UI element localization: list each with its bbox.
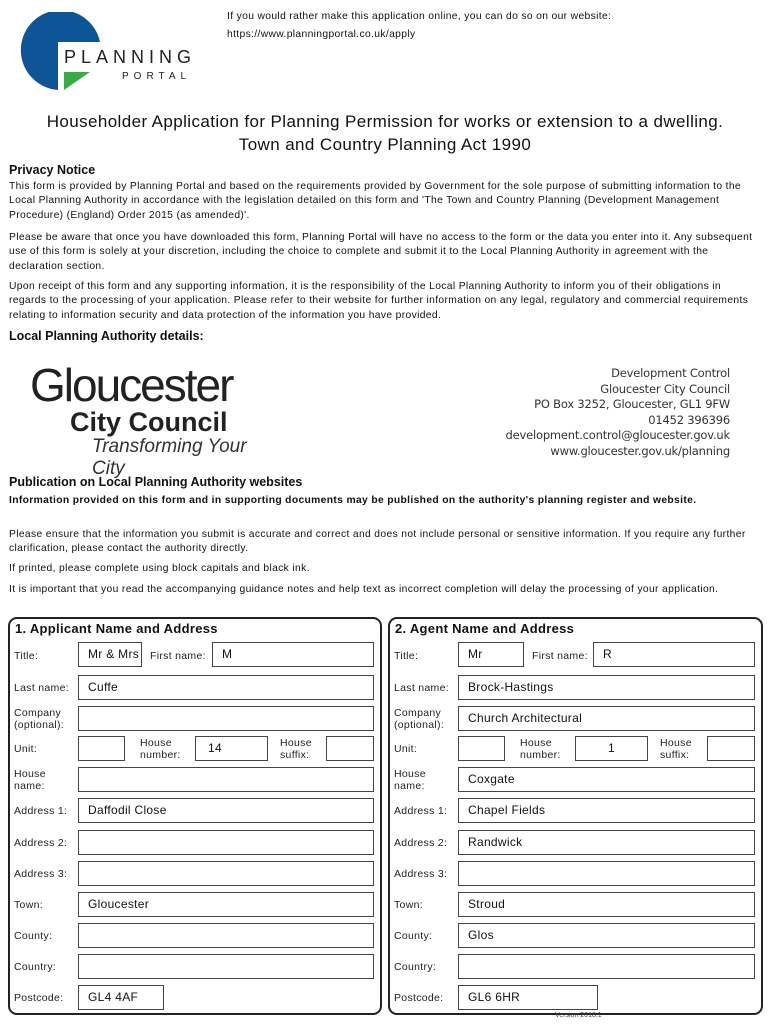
last-name-label: Last name: — [14, 682, 69, 694]
house-name-label: House name: — [394, 768, 426, 792]
agent-heading: 2. Agent Name and Address — [395, 621, 575, 636]
logo-gloucester: Gloucester — [30, 359, 233, 411]
applicant-county-field[interactable] — [78, 923, 374, 948]
contact-line: www.gloucester.gov.uk/planning — [550, 443, 730, 458]
postcode-label: Postcode: — [394, 992, 444, 1004]
agent-address2-field[interactable]: Randwick — [458, 830, 755, 855]
house-suffix-label: House suffix: — [660, 737, 692, 761]
contact-line: Gloucester City Council — [600, 381, 730, 396]
logo-tagline: Transforming Your City — [92, 436, 247, 479]
address1-label: Address 1: — [394, 805, 448, 817]
last-name-label: Last name: — [394, 682, 449, 694]
address3-label: Address 3: — [394, 868, 448, 880]
company-label: Company (optional): — [394, 707, 444, 731]
logo-text-portal: PORTAL — [122, 71, 192, 82]
publication-p2: If printed, please complete using block capitals and black ink. — [9, 563, 310, 574]
publication-heading: Publication on Local Planning Authority websites — [9, 475, 303, 489]
unit-label: Unit: — [14, 743, 38, 755]
county-label: County: — [14, 930, 53, 942]
agent-panel — [388, 617, 763, 1015]
contact-line: Development Control — [611, 366, 730, 380]
address2-label: Address 2: — [14, 837, 68, 849]
agent-house-number-field[interactable]: 1 — [575, 736, 648, 761]
town-label: Town: — [14, 899, 43, 911]
agent-first-name-field[interactable]: R — [593, 642, 755, 667]
applicant-first-name-field[interactable]: M — [212, 642, 374, 667]
applicant-country-field[interactable] — [78, 954, 374, 979]
privacy-p2: Please be aware that once you have downloaded this form, Planning Portal will have no access to the form or the data you enter into it. Any subsequent use of this form is solely at your discretion, including the choice to complete and submit it to the Local Planning Authority in agreement with the declaration section. — [9, 232, 753, 272]
applicant-house-number-field[interactable]: 14 — [195, 736, 268, 761]
agent-company-field[interactable]: Church Architectural — [458, 706, 755, 731]
contact-line: PO Box 3252, Gloucester, GL1 9FW — [534, 397, 730, 411]
applicant-unit-field[interactable] — [78, 736, 125, 761]
logo-city-council: City Council — [70, 407, 228, 437]
agent-postcode-field[interactable]: GL6 6HR — [458, 985, 598, 1010]
applicant-postcode-field[interactable]: GL4 4AF — [78, 985, 164, 1010]
house-number-label: House number: — [140, 737, 181, 761]
house-suffix-label: House suffix: — [280, 737, 312, 761]
gloucester-city-council-logo — [30, 359, 275, 479]
applicant-company-field[interactable] — [78, 706, 374, 731]
applicant-town-field[interactable]: Gloucester — [78, 892, 374, 917]
first-name-label: First name: — [150, 650, 206, 662]
applicant-address1-field[interactable]: Daffodil Close — [78, 798, 374, 823]
contact-line: development.control@gloucester.gov.uk — [505, 428, 730, 442]
applicant-title-field[interactable]: Mr & Mrs — [78, 642, 142, 667]
applicant-house-suffix-field[interactable] — [326, 736, 374, 761]
agent-county-field[interactable]: Glos — [458, 923, 755, 948]
house-name-label: House name: — [14, 768, 46, 792]
applicant-address2-field[interactable] — [78, 830, 374, 855]
unit-label: Unit: — [394, 743, 418, 755]
agent-house-suffix-field[interactable] — [707, 736, 755, 761]
publication-p1: Please ensure that the information you submit is accurate and correct and does not include personal or sensitive information. If you require any further clarification, please contact the authority directly. — [9, 529, 746, 555]
applicant-heading: 1. Applicant Name and Address — [15, 621, 218, 636]
contact-line: 01452 396396 — [648, 412, 730, 427]
address3-label: Address 3: — [14, 868, 68, 880]
address2-label: Address 2: — [394, 837, 448, 849]
agent-unit-field[interactable] — [458, 736, 505, 761]
privacy-p1: This form is provided by Planning Portal and based on the requirements provided by Government for the sole purpose of submitting information to the Local Planning Authority in accordance with the legislation detailed on this form and 'The Town and Country Planning (Development Management Procedure) (England) Order 2015 (as amended)'. — [9, 181, 741, 221]
agent-address1-field[interactable]: Chapel Fields — [458, 798, 755, 823]
form-title: Householder Application for Planning Permission for works or extension to a dwelling. — [46, 112, 724, 131]
privacy-heading: Privacy Notice — [9, 163, 96, 177]
planning-portal-logo — [8, 12, 198, 92]
country-label: Country: — [14, 961, 57, 973]
agent-last-name-field[interactable]: Brock-Hastings — [458, 675, 755, 700]
agent-address3-field[interactable] — [458, 861, 755, 886]
postcode-label: Postcode: — [14, 992, 64, 1004]
form-subtitle: Town and Country Planning Act 1990 — [238, 135, 532, 154]
publication-p3: It is important that you read the accompanying guidance notes and help text as incorrect completion will delay the processing of your application. — [9, 584, 719, 595]
county-label: County: — [394, 930, 433, 942]
address1-label: Address 1: — [14, 805, 68, 817]
agent-town-field[interactable]: Stroud — [458, 892, 755, 917]
country-label: Country: — [394, 961, 437, 973]
version-label: Version 2018.1 — [555, 1012, 602, 1019]
applicant-address3-field[interactable] — [78, 861, 374, 886]
agent-country-field[interactable] — [458, 954, 755, 979]
agent-house-name-field[interactable]: Coxgate — [458, 767, 755, 792]
first-name-label: First name: — [532, 650, 588, 662]
online-url[interactable]: https://www.planningportal.co.uk/apply — [227, 29, 416, 40]
title-label: Title: — [394, 650, 419, 662]
publication-bold-text: Information provided on this form and in supporting documents may be published on the authority's planning register and website. — [9, 495, 697, 506]
house-number-label: House number: — [520, 737, 561, 761]
privacy-p3: Upon receipt of this form and any supporting information, it is the responsibility of the Local Planning Authority to inform you of their obligations in regards to the processing of your application. Please refer to their website for further information on any legal, regulatory and commercial requirements relating to information security and data protection of the information you have provided. — [9, 281, 749, 321]
applicant-last-name-field[interactable]: Cuffe — [78, 675, 374, 700]
online-note: If you would rather make this application online, you can do so on our website: — [227, 11, 612, 22]
logo-text-planning: PLANNING — [64, 47, 197, 67]
applicant-house-name-field[interactable] — [78, 767, 374, 792]
lpa-heading: Local Planning Authority details: — [9, 329, 204, 343]
agent-title-field[interactable]: Mr — [458, 642, 524, 667]
title-label: Title: — [14, 650, 39, 662]
applicant-panel — [8, 617, 382, 1015]
company-label: Company (optional): — [14, 707, 64, 731]
lpa-contact-details — [506, 366, 730, 459]
town-label: Town: — [394, 899, 423, 911]
